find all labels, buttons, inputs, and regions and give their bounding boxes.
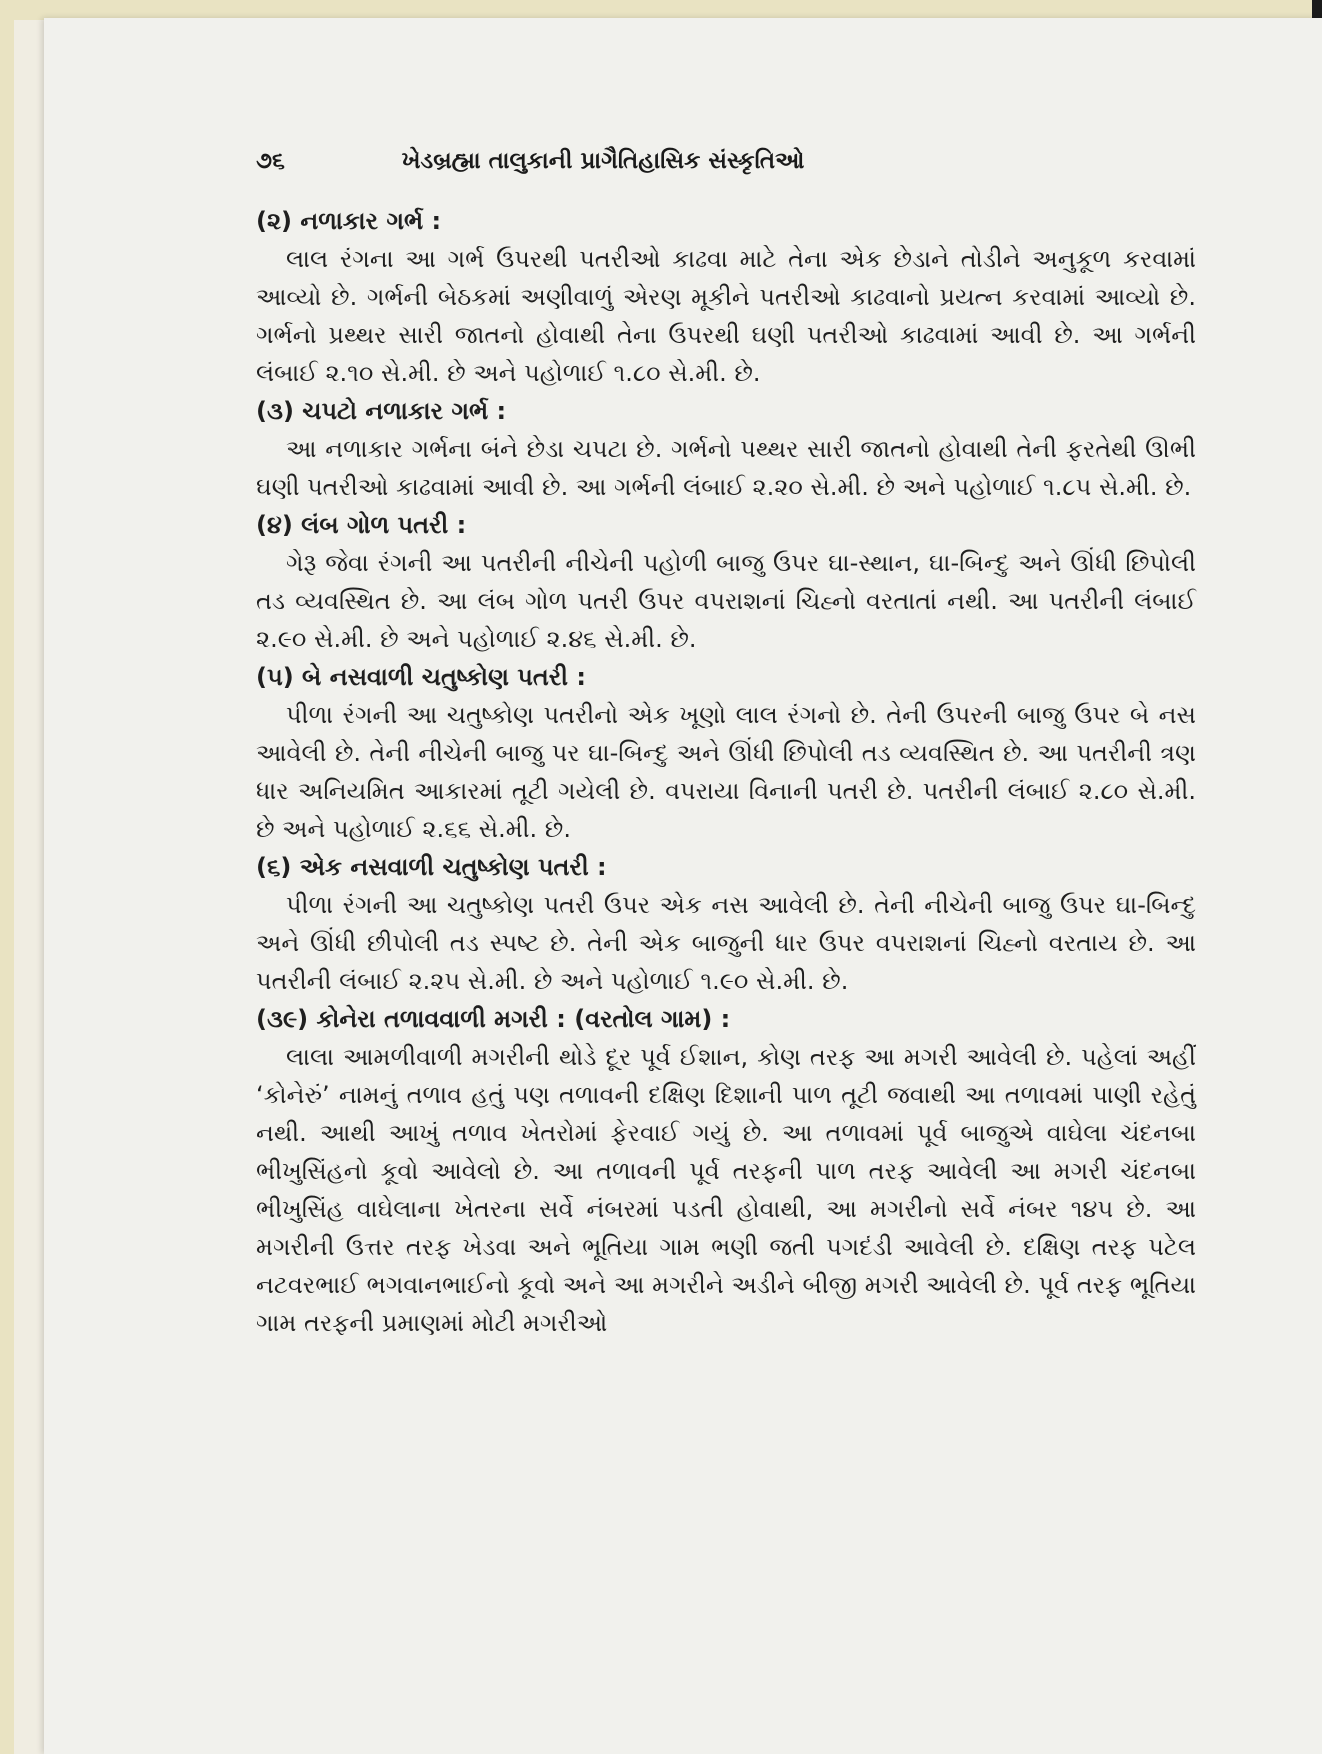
- section-heading: (૩૯) કોનેરા તળાવવાળી મગરી : (વરતોલ ગામ) :: [256, 1005, 731, 1033]
- section-paragraph: આ નળાકાર ગર્ભના બંને છેડા ચપટા છે. ગર્ભનો પથ્થર સારી જાતનો હોવાથી તેની ફરતેથી ઊભી ઘણી પતરીઓ કાઢવામાં આવી છે. આ ગર્ભની લંબાઈ ૨.૨૦ સે.મી. છે અને પહોળાઈ ૧.૮૫ સે.મી. છે.: [256, 435, 1196, 501]
- section-heading: (૩) ચપટો નળાકાર ગર્ભ :: [256, 397, 507, 425]
- section-heading: (૬) એક નસવાળી ચતુષ્કોણ પતરી :: [256, 853, 607, 881]
- page-body: [256, 202, 1196, 1342]
- section-paragraph: લાલા આમળીવાળી મગરીની થોડે દૂર પૂર્વ ઈશાન, કોણ તરફ આ મગરી આવેલી છે. પહેલાં અહીં ‘કોનેરું’ નામનું તળાવ હતું પણ તળાવની દક્ષિણ દિશાની પાળ તૂટી જવાથી આ તળાવમાં પાણી રહેતું નથી. આથી આખું તળાવ ખેતરોમાં ફેરવાઈ ગયું છે. આ તળાવમાં પૂર્વ બાજુએ વાઘેલા ચંદનબા ભીખુસિંહનો કૂવો આવેલો છે. આ તળાવની પૂર્વ તરફની પાળ તરફ આવેલી આ મગરી ચંદનબા ભીખુસિંહ વાઘેલાના ખેતરના સર્વે નંબરમાં પડતી હોવાથી, આ મગરીનો સર્વે નંબર ૧૪૫ છે. આ મગરીની ઉત્તર તરફ ખેડવા અને ભૂતિયા ગામ ભણી જતી પગદંડી આવેલી છે. દક્ષિણ તરફ પટેલ નટવરભાઈ ભગવાનભાઈનો કૂવો અને આ મગરીને અડીને બીજી મગરી આવેલી છે. પૂર્વ તરફ ભૂતિયા ગામ તરફની પ્રમાણમાં મોટી મગરીઓ: [256, 1043, 1196, 1337]
- section-paragraph: ગેરૂ જેવા રંગની આ પતરીની નીચેની પહોળી બાજુ ઉપર ઘા-સ્થાન, ઘા-બિન્દુ અને ઊંધી છિપોલી તડ વ્યવસ્થિત છે. આ લંબ ગોળ પતરી ઉપર વપરાશનાં ચિહ્નો વરતાતાં નથી. આ પતરીની લંબાઈ ૨.૯૦ સે.મી. છે અને પહોળાઈ ૨.૪૬ સે.મી. છે.: [256, 549, 1196, 653]
- section-paragraph: પીળા રંગની આ ચતુષ્કોણ પતરી ઉપર એક નસ આવેલી છે. તેની નીચેની બાજુ ઉપર ઘા-બિન્દુ અને ઊંધી છીપોલી તડ સ્પષ્ટ છે. તેની એક બાજુની ધાર ઉપર વપરાશનાં ચિહ્નો વરતાય છે. આ પતરીની લંબાઈ ૨.૨૫ સે.મી. છે અને પહોળાઈ ૧.૯૦ સે.મી. છે.: [256, 891, 1196, 995]
- section-heading: (૫) બે નસવાળી ચતુષ્કોણ પતરી :: [256, 663, 586, 691]
- section-heading: (૪) લંબ ગોળ પતરી :: [256, 511, 467, 539]
- section-heading: (૨) નળાકાર ગર્ભ :: [256, 207, 442, 235]
- section-paragraph: લાલ રંગના આ ગર્ભ ઉપરથી પતરીઓ કાઢવા માટે તેના એક છેડાને તોડીને અનુકૂળ કરવામાં આવ્યો છે. ગર્ભની બેઠકમાં અણીવાળું એરણ મૂકીને પતરીઓ કાઢવાનો પ્રયત્ન કરવામાં આવ્યો છે. ગર્ભનો પ્રથ્થર સારી જાતનો હોવાથી તેના ઉપરથી ઘણી પતરીઓ કાઢવામાં આવી છે. આ ગર્ભની લંબાઈ ૨.૧૦ સે.મી. છે અને પહોળાઈ ૧.૮૦ સે.મી. છે.: [256, 245, 1196, 387]
- running-title: ખેડબ્રહ્મા તાલુકાની પ્રાગૈતિહાસિક સંસ્કૃતિઓ: [401, 148, 805, 174]
- section-paragraph: પીળા રંગની આ ચતુષ્કોણ પતરીનો એક ખૂણો લાલ રંગનો છે. તેની ઉપરની બાજુ ઉપર બે નસ આવેલી છે. તેની નીચેની બાજુ પર ઘા-બિન્દુ અને ઊંધી છિપોલી તડ વ્યવસ્થિત છે. આ પતરીની ત્રણ ધાર અનિયમિત આકારમાં તૂટી ગયેલી છે. વપરાયા વિનાની પતરી છે. પતરીની લંબાઈ ૨.૮૦ સે.મી. છે અને પહોળાઈ ૨.૬૬ સે.મી. છે.: [256, 701, 1196, 843]
- page-number: ૭૬: [256, 148, 285, 174]
